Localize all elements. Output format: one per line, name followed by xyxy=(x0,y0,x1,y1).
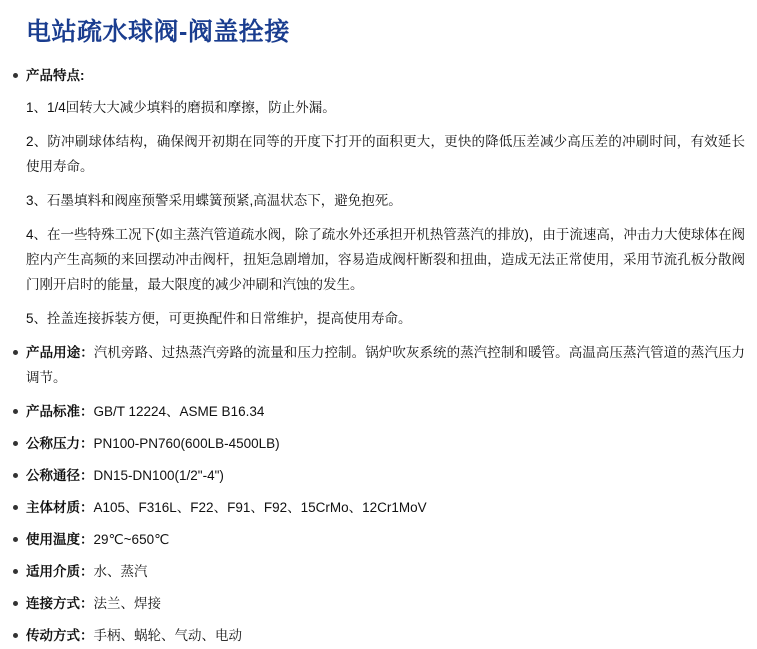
spec-label: 使用温度： xyxy=(26,531,94,547)
spec-row xyxy=(12,496,745,521)
spec-value: 法兰、焊接 xyxy=(93,595,161,611)
page-title: 电站疏水球阀-阀盖拴接 xyxy=(26,18,290,46)
spec-row xyxy=(12,432,745,457)
features-heading: 产品特点: xyxy=(12,65,745,87)
spec-label: 产品标准： xyxy=(26,403,94,419)
spec-row xyxy=(12,464,745,489)
product-usage-value: 汽机旁路、过热蒸汽旁路的流量和压力控制。锅炉吹灰系统的蒸汽控制和暖管。高温高压蒸汽管道的蒸汽压力调节。 xyxy=(26,344,746,385)
spec-value: 手柄、蜗轮、气动、电动 xyxy=(93,627,242,643)
spec-label: 传动方式： xyxy=(26,627,94,643)
spec-label: 适用介质： xyxy=(26,563,94,579)
spec-row xyxy=(12,560,745,585)
feature-item: 3、石墨填料和阀座预警采用蝶簧预紧,高温状态下，避免抱死。 xyxy=(26,193,402,208)
spec-value: PN100-PN760(600LB-4500LB) xyxy=(93,435,280,451)
feature-item: 2、防冲刷球体结构，确保阀开初期在同等的开度下打开的面积更大，更快的降低压差减少高压差的冲刷时间，有效延长使用寿命。 xyxy=(26,134,745,175)
spec-value: 水、蒸汽 xyxy=(93,563,148,579)
feature-item: 4、在一些特殊工况下(如主蒸汽管道疏水阀，除了疏水外还承担开机热管蒸汽的排放)，由于流速高，冲击力大使球体在阀腔内产生高频的来回摆动冲击阀杆，扭矩急剧增加，容易造成阀杆断裂和扭曲，造成无法正常使用，采用节流孔板分散阀门刚开启时的能量，最大限度的减少冲刷和汽蚀的发生。 xyxy=(26,226,745,292)
feature-item: 5、拴盖连接拆装方便，可更换配件和日常维护，提高使用寿命。 xyxy=(26,310,412,326)
product-usage xyxy=(12,341,745,391)
spec-label: 公称通径： xyxy=(26,467,94,483)
spec-value: DN15-DN100(1/2"-4") xyxy=(93,467,224,483)
spec-value: GB/T 12224、ASME B16.34 xyxy=(93,403,265,419)
spec-row xyxy=(12,528,745,553)
spec-value: 29℃~650℃ xyxy=(93,531,170,547)
spec-value: A105、F316L、F22、F91、F92、15CrMo、12Cr1MoV xyxy=(93,499,427,515)
spec-row xyxy=(12,400,745,425)
spec-label: 公称压力： xyxy=(26,435,94,451)
spec-row xyxy=(12,624,745,649)
spec-label: 主体材质： xyxy=(26,499,94,515)
spec-label: 连接方式： xyxy=(26,595,94,611)
feature-item: 1、1/4回转大大减少填料的磨损和摩擦，防止外漏。 xyxy=(26,100,336,116)
spec-list xyxy=(12,400,745,649)
product-usage-label: 产品用途： xyxy=(26,344,94,360)
spec-row xyxy=(12,592,745,617)
features-list xyxy=(12,96,745,332)
